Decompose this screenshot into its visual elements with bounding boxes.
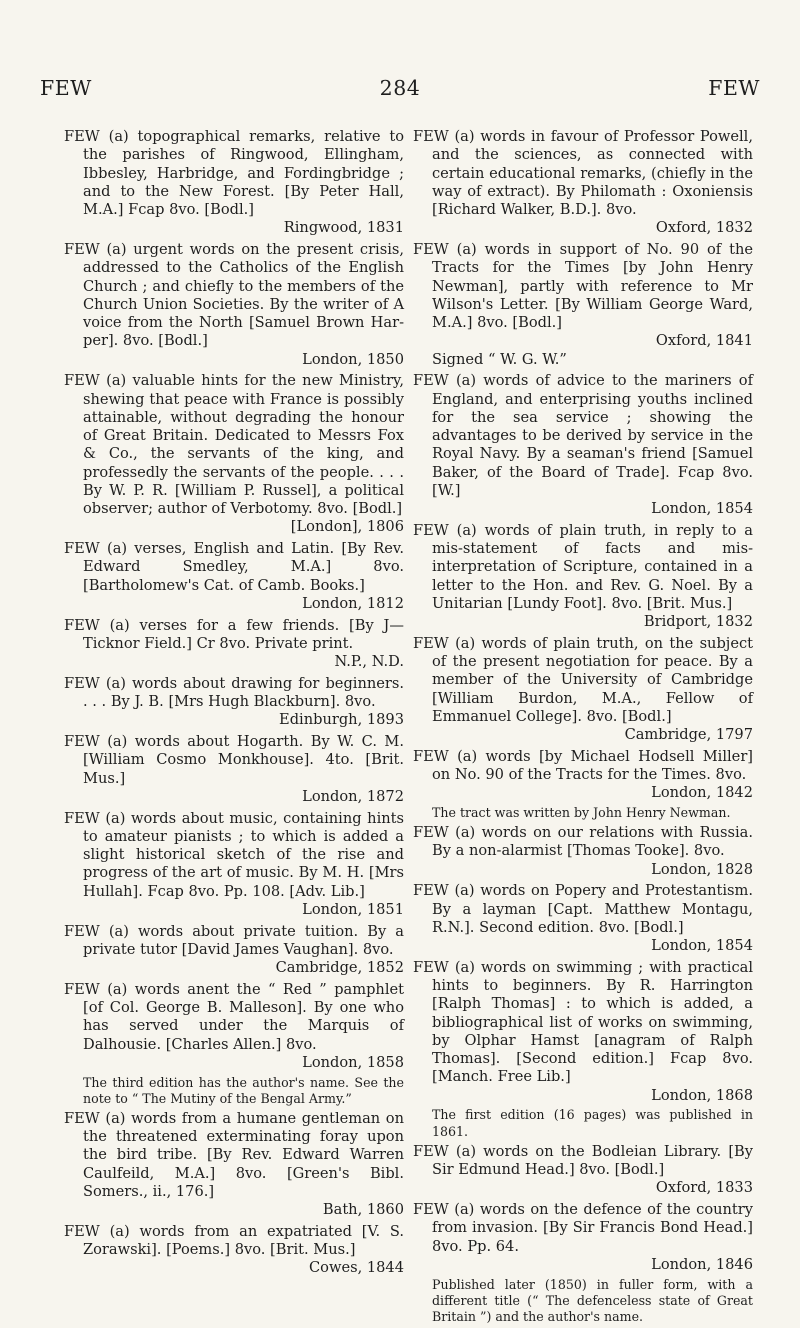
entry-text: FEW (a) words on the defence of the country from invasion. [By Sir Francis Bond Head.] 8vo. Pp. 64.: [413, 1201, 753, 1255]
entry-imprint: Oxford, 1833: [655, 1179, 753, 1197]
bibliography-entry: [64, 1223, 404, 1278]
page-number: 284: [379, 76, 421, 100]
bibliography-entry: [413, 372, 753, 518]
running-head-left: FEW: [40, 76, 92, 100]
entry-imprint: Oxford, 1832: [655, 219, 753, 237]
entry-signature: Signed “ W. G. W.”: [432, 350, 567, 368]
bibliography-entry: [413, 1143, 753, 1198]
entry-imprint: Cambridge, 1797: [624, 726, 753, 743]
running-head-right: FEW: [708, 76, 760, 100]
entry-text: FEW (a) verses, English and Latin. [By Rev. Edward Smedley, M.A.] 8vo. [Bartholomew's Cat. of Camb. Books.]: [64, 540, 404, 594]
entry-text: FEW (a) words on our relations with Russia. By a non-alarmist [Thomas Tooke]. 8vo.: [413, 824, 753, 860]
bibliography-entry: [413, 635, 753, 745]
entry-text: FEW (a) words in favour of Professor Powell, and the sciences, as connected with certain educational remarks, (chiefly in the way of extract). By Philomath : Oxoniensis [Richard Walker, B.D.]. 8vo.: [413, 128, 753, 218]
entry-imprint: N.P., N.D.: [334, 653, 404, 670]
entry-imprint: London, 1851: [302, 900, 404, 918]
bibliography-entry: [413, 824, 753, 879]
bibliography-entry: [64, 540, 404, 613]
entry-text: FEW (a) valuable hints for the new Ministry, shewing that peace with France is possibly attainable, without degrading the honour of Great Britain. Dedicated to Messrs Fox & Co., the servants of the king, and professedly the servants of the people. . . . By W. P. R. [William P. Russel], a political observer; author of Verbotomy. 8vo. [Bodl.]: [64, 372, 404, 517]
bibliography-entry: [413, 522, 753, 632]
entry-imprint: London, 1854: [651, 500, 753, 517]
left-column: [64, 128, 404, 1281]
bibliography-entry: [64, 128, 404, 238]
entry-text: FEW (a) words about music, containing hints to amateur pianists ; to which is added a slight historical sketch of the rise and progress of the art of music. By M. H. [Mrs Hullah]. Fcap 8vo. Pp. 108. [Adv. Lib.]: [64, 809, 404, 900]
entry-text: FEW (a) words about drawing for beginners. . . . By J. B. [Mrs Hugh Blackburn]. 8vo.: [64, 674, 404, 710]
entry-imprint: [London], 1806: [290, 518, 404, 536]
entry-imprint: Bath, 1860: [322, 1201, 404, 1219]
entry-imprint: London, 1854: [651, 937, 753, 955]
entry-imprint: Cambridge, 1852: [275, 959, 404, 976]
entry-text: FEW (a) words anent the “ Red ” pamphlet [of Col. George B. Malleson]. By one who has served under the Marquis of Dalhousie. [Charles Allen.] 8vo.: [64, 980, 404, 1053]
entry-text: FEW (a) verses for a few friends. [By J— Ticknor Field.] Cr 8vo. Private print.: [64, 616, 404, 652]
entry-text: FEW (a) words of plain truth, on the subject of the present negotiation for peace. By a member of the University of Cambridge [William Burdon, M.A., Fellow of Emmanuel College]. 8vo. [Bodl.]: [413, 634, 753, 725]
bibliography-entry: [64, 372, 404, 536]
entry-text: FEW (a) urgent words on the present crisis, addressed to the Catholics of the English Church ; and chiefly to the members of the Church Union Societies. By the writer of A voice from the North [Samuel Brown Harper]. 8vo. [Bodl.]: [64, 241, 404, 350]
entry-text: FEW (a) words [by Michael Hodsell Miller] on No. 90 of the Tracts for the Times. 8vo.: [413, 747, 753, 783]
entry-imprint: Cowes, 1844: [309, 1259, 404, 1277]
entry-text: FEW (a) words in support of No. 90 of the Tracts for the Times [by John Henry Newman], partly with reference to Mr Wilson's Letter. [By William George Ward, M.A.] 8vo. [Bodl.]: [413, 241, 753, 331]
entry-text: FEW (a) words of advice to the mariners of England, and enterprising youths inclined for the sea service ; showing the advantages to be derived by service in the Royal Navy. By a seaman's friend [Samuel Baker, of the Board of Trade]. Fcap 8vo. [W.]: [413, 372, 753, 499]
bibliography-entry: [64, 617, 404, 672]
bibliography-entry: [64, 241, 404, 369]
entry-text: FEW (a) words about Hogarth. By W. C. M. [William Cosmo Monkhouse]. 4to. [Brit. Mus.]: [64, 733, 404, 787]
entry-imprint: London, 1872: [302, 787, 404, 805]
bibliography-entry: [413, 959, 753, 1105]
bibliography-entry: [413, 1201, 753, 1274]
page-header: [40, 76, 760, 108]
entry-text: FEW (a) words from a humane gentleman on the threatened exterminating foray upon the bird tribe. [By Rev. Edward Warren Caulfeild, M.A.] 8vo. [Green's Bibl. Somers., ii., 176.]: [64, 1109, 404, 1200]
entry-imprint: London, 1812: [302, 594, 404, 612]
entry-imprint: Oxford, 1841: [655, 332, 753, 350]
entry-note: The third edition has the author's name. See the note to “ The Mutiny of the Bengal Army.”: [83, 1074, 404, 1106]
bibliography-entry: [64, 923, 404, 978]
entry-imprint: London, 1868: [651, 1086, 753, 1104]
bibliography-entry: [413, 748, 753, 803]
bibliography-entry: [64, 733, 404, 806]
entry-text: FEW (a) words on Popery and Protestantism. By a layman [Capt. Matthew Montagu, R.N.]. Second edition. 8vo. [Bodl.]: [413, 882, 753, 936]
entry-note: The tract was written by John Henry Newman.: [432, 805, 731, 820]
entry-imprint: London, 1846: [651, 1255, 753, 1273]
bibliography-entry: [413, 128, 753, 238]
entry-imprint: Bridport, 1832: [643, 613, 753, 630]
entry-note: The first edition (16 pages) was published in 1861.: [432, 1107, 753, 1139]
entry-note: Published later (1850) in fuller form, with a different title (“ The defenceless state of Great Britain ”) and the author's name.: [432, 1276, 753, 1325]
entry-text: FEW (a) words on the Bodleian Library. [By Sir Edmund Head.] 8vo. [Bodl.]: [413, 1142, 753, 1179]
entry-text: FEW (a) words of plain truth, in reply to a mis-statement of facts and misinterpretation of Scripture, contained in a letter to the Hon. and Rev. G. Noel. By a Unitarian [Lundy Foot]. 8vo. [Brit. Mus.]: [413, 521, 753, 612]
entry-imprint: Ringwood, 1831: [283, 219, 404, 237]
entry-text: FEW (a) words on swimming ; with practical hints to beginners. By R. Harrington [Ralph Thomas] : to which is added, a bibliographical list of works on swimming, by Olphar Hamst [anagram of Ralph Thomas]. [Second edition.] Fcap 8vo. [Manch. Free Lib.]: [413, 958, 753, 1086]
bibliography-entry: [64, 675, 404, 730]
entry-imprint: London, 1842: [651, 784, 753, 802]
entry-text: FEW (a) words from an expatriated [V. S. Zorawski]. [Poems.] 8vo. [Brit. Mus.]: [64, 1222, 404, 1259]
entry-text: FEW (a) words about private tuition. By a private tutor [David James Vaughan]. 8vo.: [64, 922, 404, 958]
bibliography-entry: [413, 882, 753, 955]
entry-imprint: London, 1828: [651, 860, 753, 878]
entry-imprint: London, 1858: [302, 1053, 404, 1071]
bibliography-entry: [64, 981, 404, 1072]
entry-imprint: London, 1850: [302, 350, 404, 368]
entry-imprint: Edinburgh, 1893: [279, 711, 404, 729]
bibliography-entry: [64, 810, 404, 920]
right-column: [413, 128, 753, 1328]
bibliography-entry: [64, 1110, 404, 1220]
bibliography-entry: [413, 241, 753, 369]
entry-text: FEW (a) topographical remarks, relative to the parishes of Ringwood, Ellingham, Ibbesley, Harbridge, and Fordingbridge ; and to the New Forest. [By Peter Hall, M.A.] Fcap 8vo. [Bodl.]: [64, 128, 404, 218]
